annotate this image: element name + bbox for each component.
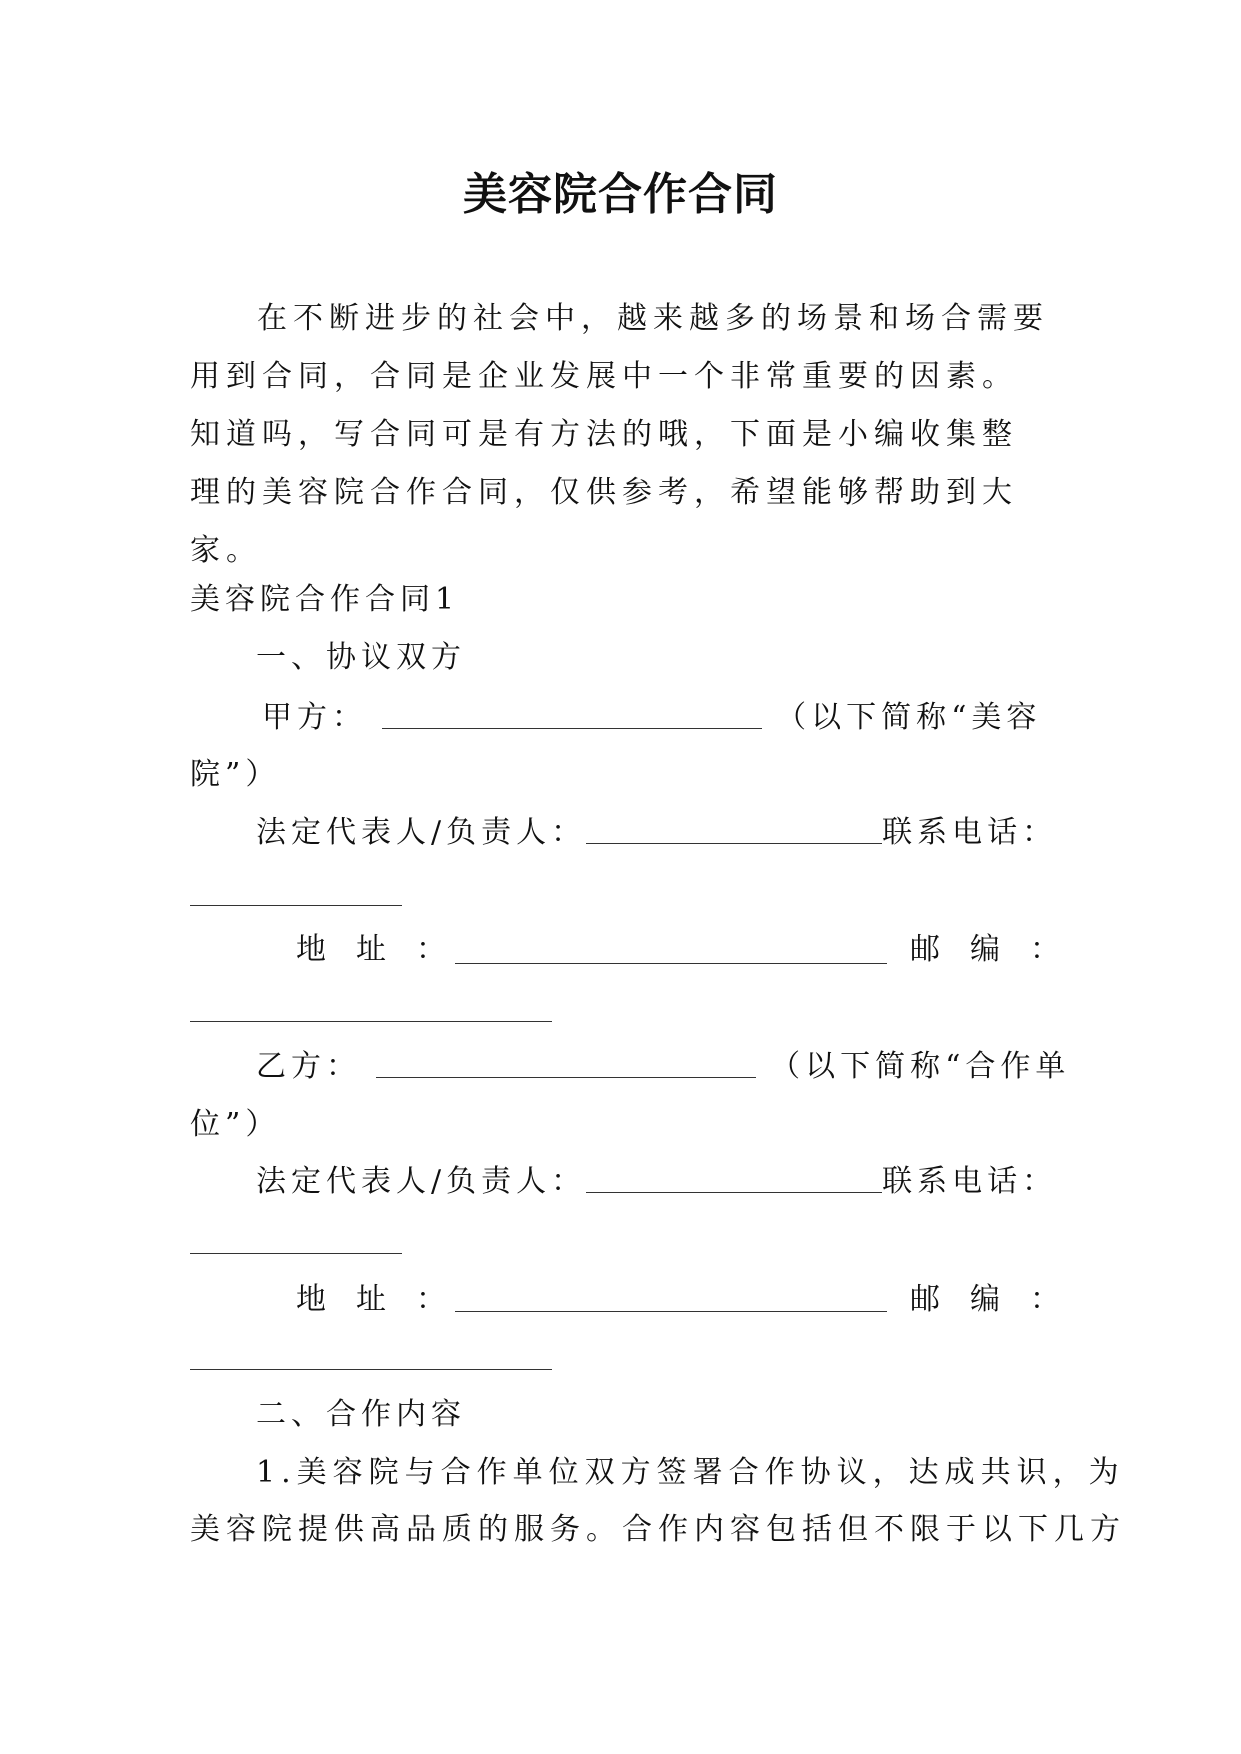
heading-parties: 一、协议双方: [256, 640, 466, 675]
party-b-suffix: （以下简称“合作单: [770, 1049, 1071, 1084]
clause-1-line-2: 美容院提供高品质的服务。合作内容包括但不限于以下几方: [190, 1512, 1126, 1547]
party-b-suffix-cont: 位”）: [190, 1107, 281, 1142]
rep-label: 法定代表人/负责人：: [256, 815, 587, 850]
phone-blank[interactable]: [190, 905, 402, 906]
heading-cooperation: 二、合作内容: [256, 1397, 466, 1432]
postcode-blank-b[interactable]: [190, 1369, 552, 1370]
rep-label-b: 法定代表人/负责人：: [256, 1164, 587, 1199]
party-a-suffix-cont: 院”）: [190, 757, 281, 792]
postcode-blank[interactable]: [190, 1021, 552, 1022]
party-a-rep-row: [256, 813, 1057, 853]
intro-paragraph: 在不断进步的社会中，越来越多的场景和场合需要用到合同，合同是企业发展中一个非常重要的因素。知道吗，写合同可是有方法的哦，下面是小编收集整理的美容院合作合同，仅供参考，希望能够帮助到大家。: [190, 301, 1049, 568]
address-label: 地 址 ：: [296, 932, 446, 967]
party-a-label: 甲方：: [262, 700, 367, 735]
phone-blank-b[interactable]: [190, 1253, 402, 1254]
rep-blank-b[interactable]: [586, 1164, 882, 1193]
party-b-label: 乙方：: [256, 1049, 361, 1084]
document-title: 美容院合作合同: [463, 169, 778, 220]
rep-blank[interactable]: [586, 815, 882, 844]
postcode-label: 邮 编 ：: [910, 932, 1060, 967]
address-blank[interactable]: [455, 963, 887, 964]
party-a-row: [262, 698, 1041, 738]
party-a-blank[interactable]: [382, 700, 762, 729]
address-label-b: 地 址 ：: [296, 1282, 446, 1317]
party-a-suffix: （以下简称“美容: [776, 700, 1042, 735]
address-blank-b[interactable]: [455, 1311, 887, 1312]
party-b-row: [256, 1047, 1070, 1087]
postcode-label-b: 邮 编 ：: [910, 1282, 1060, 1317]
party-b-rep-row: [256, 1162, 1057, 1202]
phone-label-b: 联系电话：: [882, 1164, 1058, 1199]
phone-label: 联系电话：: [882, 815, 1058, 850]
clause-1-line-1: 1.美容院与合作单位双方签署合作协议，达成共识，为: [256, 1455, 1125, 1490]
section-title: 美容院合作合同1: [190, 582, 460, 617]
party-b-blank[interactable]: [376, 1049, 756, 1078]
